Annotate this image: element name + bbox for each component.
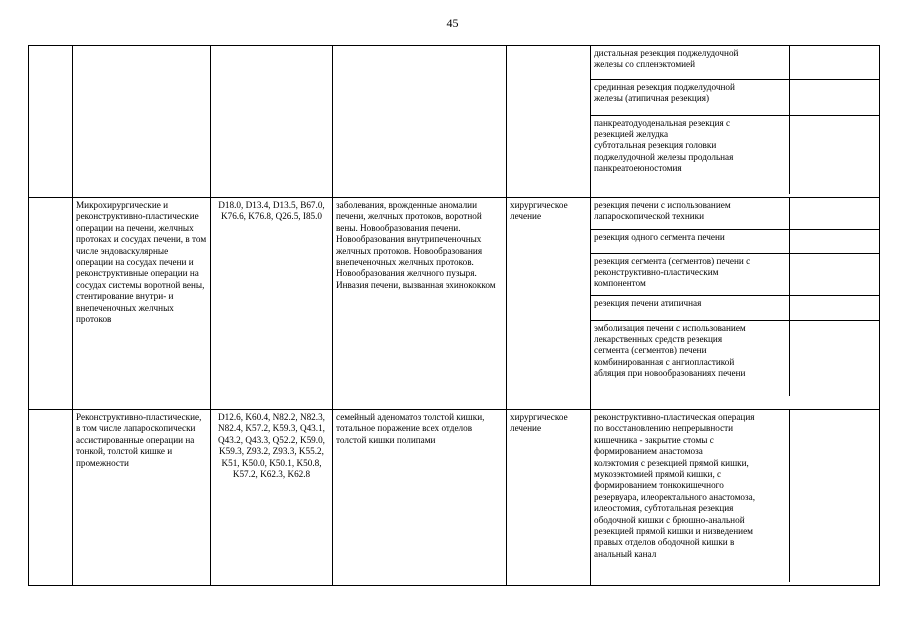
method-extra-cell xyxy=(789,253,880,295)
icd-codes-cell xyxy=(211,46,333,198)
method-cell xyxy=(591,198,789,229)
method-row xyxy=(591,410,880,582)
method-cell xyxy=(591,320,789,396)
method-line: резекция одного сегмента печени xyxy=(594,231,725,242)
method-line: реконструктивно-пластическим xyxy=(594,266,719,277)
method-line: панкреатоеюностомия xyxy=(594,163,682,174)
method-cell xyxy=(591,46,789,79)
treatment-type-cell: хирургическое лечение xyxy=(507,410,591,586)
method-cell xyxy=(591,115,789,194)
method-extra-cell xyxy=(789,115,880,194)
method-extra-cell xyxy=(789,79,880,115)
method-line: поджелудочной железы продольная xyxy=(594,151,734,162)
method-line: дистальная резекция поджелудочной xyxy=(594,48,739,58)
disease-cell xyxy=(333,46,507,198)
method-cell xyxy=(591,79,789,115)
method-line: срединная резекция поджелудочной xyxy=(594,81,735,92)
method-line: формированием анастомоза xyxy=(594,446,703,457)
method-extra-cell xyxy=(789,229,880,253)
method-line: субтотальная резекция головки xyxy=(594,140,717,151)
table-row xyxy=(29,410,880,586)
methods-list xyxy=(591,198,880,396)
method-extra-cell xyxy=(789,198,880,229)
method-line: резекция сегмента (сегментов) печени с xyxy=(594,255,751,266)
icd-codes-cell: D12.6, K60.4, N82.2, N82.3, N82.4, K57.2, K59.3, Q43.1, Q43.2, Q43.3, Q52.2, K59.0, K59.3, Z93.2, Z93.3, K55.2, K51, K50.0, K50.1, K50.8, K57.2, K62.3, K62.8 xyxy=(211,410,333,586)
method-line: реконструктивно-пластическая операция xyxy=(594,412,755,422)
methods-cell xyxy=(591,410,880,586)
method-cell xyxy=(591,410,789,582)
method-line: эмболизация печени с использованием xyxy=(594,322,746,333)
method-cell xyxy=(591,295,789,320)
number-cell xyxy=(29,410,73,586)
method-row xyxy=(591,198,880,229)
method-line: лекарственных средств резекция xyxy=(594,333,723,344)
method-line: ободочной кишки с брюшно-анальной xyxy=(594,514,745,525)
method-cell xyxy=(591,229,789,253)
method-line: кишечника - закрытие стомы с xyxy=(594,434,714,445)
method-row xyxy=(591,229,880,253)
method-extra-cell xyxy=(789,410,880,582)
method-row xyxy=(591,253,880,295)
number-cell xyxy=(29,46,73,198)
disease-cell: семейный аденоматоз толстой кишки, тотальное поражение всех отделов толстой кишки полипами xyxy=(333,410,507,586)
method-line: компонентом xyxy=(594,278,646,289)
medical-care-table xyxy=(28,45,880,586)
method-row xyxy=(591,320,880,396)
method-line: анальный канал xyxy=(594,548,657,559)
methods-list xyxy=(591,46,880,194)
methods-cell xyxy=(591,198,880,410)
group-cell xyxy=(73,46,211,198)
method-row xyxy=(591,46,880,79)
icd-codes-cell: D18.0, D13.4, D13.5, B67.0, K76.6, K76.8, Q26.5, I85.0 xyxy=(211,198,333,410)
method-line: панкреатодуоденальная резекция с xyxy=(594,117,731,128)
group-cell: Реконструктивно-пластические, в том числе лапароскопически ассистированные операции на тонкой, толстой кишке и промежности xyxy=(73,410,211,586)
table-row xyxy=(29,198,880,410)
method-line: абляция при новообразованиях печени xyxy=(594,368,746,379)
method-line: мукозэктомией прямой кишки, с xyxy=(594,469,722,480)
method-line: сегмента (сегментов) печени xyxy=(594,345,707,356)
method-extra-cell xyxy=(789,295,880,320)
method-row xyxy=(591,115,880,194)
method-extra-cell xyxy=(789,46,880,79)
method-line: резекцией прямой кишки и низведением xyxy=(594,526,753,537)
table-body xyxy=(29,46,880,586)
treatment-type-cell xyxy=(507,46,591,198)
methods-list xyxy=(591,410,880,582)
method-extra-cell xyxy=(789,320,880,396)
page-number: 45 xyxy=(446,16,459,30)
method-line: железы (атипичная резекция) xyxy=(594,92,710,103)
method-line: комбинированная с ангиопластикой xyxy=(594,356,735,367)
method-line: резервуара, илеоректального анастомоза, xyxy=(594,491,755,502)
methods-cell xyxy=(591,46,880,198)
method-line: колэктомия с резекцией прямой кишки, xyxy=(594,457,749,468)
method-line: железы со спленэктомией xyxy=(594,59,696,70)
method-line: формированием тонкокишечного xyxy=(594,480,724,491)
method-row xyxy=(591,79,880,115)
treatment-type-cell: хирургическое лечение xyxy=(507,198,591,410)
group-cell: Микрохирургические и реконструктивно-пластические операции на печени, желчных протоках и сосудах печени, в том числе эндоваскулярные операции на сосудах печени и реконструктивные операции на сосудах системы воротной вены, стентирование внутри- и внепеченочных желчных протоков xyxy=(73,198,211,410)
method-line: илеостомия, субтотальная резекция xyxy=(594,503,734,514)
disease-cell: заболевания, врожденные аномалии печени, желчных протоков, воротной вены. Новообразования печени. Новообразования внутрипеченочных желчных протоков. Новообразования внепеченочных желчных протоков. Новообразования желчного пузыря. Инвазия печени, вызванная эхинококком xyxy=(333,198,507,410)
method-line: резекция печени с использованием xyxy=(594,200,731,210)
method-cell xyxy=(591,253,789,295)
method-line: лапароскопической техники xyxy=(594,211,705,222)
method-line: резекция печени атипичная xyxy=(594,297,702,308)
method-row xyxy=(591,295,880,320)
table-row xyxy=(29,46,880,198)
method-line: по восстановлению непрерывности xyxy=(594,423,734,434)
method-line: резекцией желудка xyxy=(594,128,669,139)
method-line: правых отделов ободочной кишки в xyxy=(594,537,735,548)
number-cell xyxy=(29,198,73,410)
